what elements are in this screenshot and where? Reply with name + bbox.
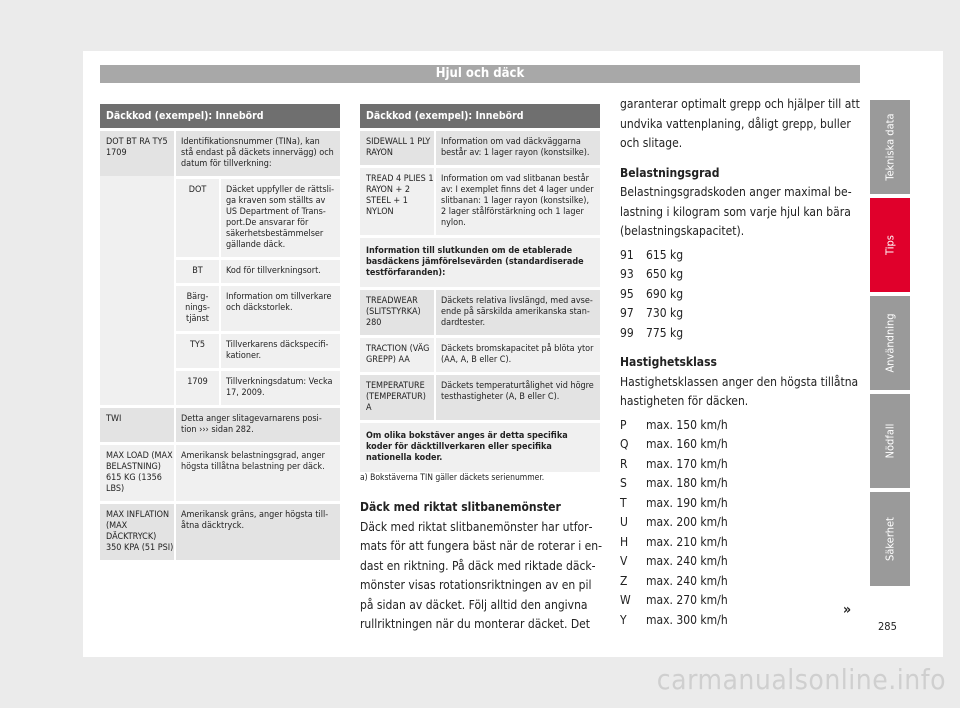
sub-value: Däcket uppfyller de rättsliga kraven som ställts av US Department of Transport.De ansvarar för säkerhetsbestämmelser gällande däck. (219, 179, 340, 257)
speed-text: Hastighetsklassen anger den högsta tillåtna hastigheten för däcken. (620, 374, 859, 408)
list-value: max. 200 km/h (646, 515, 728, 529)
list-value: max. 180 km/h (646, 476, 728, 490)
section-heading: Däck med riktat slitbanemönster (360, 500, 561, 514)
tab-label: Användning (883, 313, 897, 373)
table-row (360, 287, 600, 335)
list-value: max. 300 km/h (646, 612, 728, 627)
list-item (620, 513, 860, 533)
tab-tekniska-data[interactable] (870, 100, 910, 194)
page-header: Hjul och däck (100, 65, 860, 83)
list-item (620, 324, 860, 344)
table-cell-code: TEMPERATURE (TEMPERATUR) A (366, 381, 426, 413)
table-cell-code: TRACTION (VÄG GREPP) AA (366, 344, 430, 365)
tab-tips[interactable] (870, 198, 910, 292)
table-cell-code: TWI (106, 414, 122, 424)
table-title: Däckkod (exempel): Innebörd (100, 104, 340, 128)
right-column (620, 95, 860, 630)
table-row (360, 335, 600, 372)
sub-key: TY5 (174, 334, 219, 368)
page-number: 285 (878, 620, 897, 633)
table-row (360, 372, 600, 420)
intro-text: garanterar optimalt grepp och hjälper till att undvika vattenplaning, dåligt grepp, buller och slitage. (620, 97, 860, 150)
list-value: 690 kg (646, 286, 684, 301)
table-cell-text: Amerikansk gräns, anger högsta tillåtna däcktryck. (174, 504, 340, 560)
list-value: max. 190 km/h (646, 495, 728, 510)
list-key: Y (620, 612, 627, 627)
load-text: Belastningsgradskoden anger maximal belastning i kilogram som varje hjul kan bära (belastningskapacitet). (620, 185, 852, 238)
directional-tire-section (360, 472, 605, 635)
list-item (620, 416, 860, 436)
table-cell-text: Däckets bromskapacitet på blöta ytor (AA, A, B eller C). (434, 338, 600, 372)
tab-nodfall[interactable] (870, 394, 910, 488)
list-value: max. 150 km/h (646, 417, 728, 432)
table-row (100, 501, 340, 560)
list-value: 775 kg (646, 325, 684, 340)
tire-code-table-left (100, 104, 340, 560)
continue-arrow-icon: » (843, 602, 852, 618)
list-key: R (620, 456, 628, 471)
list-key: Q (620, 437, 629, 451)
table-cell-text: Identifikationsnummer (TINa), kan stå endast på däckets innervägg) och datum för tillverkning: (174, 131, 340, 176)
sub-value: Tillverkarens däckspecifikationer. (219, 334, 340, 368)
list-key: P (620, 417, 627, 432)
list-item (620, 285, 860, 305)
sub-value: Kod för tillverkningsort. (219, 260, 340, 283)
list-key: Z (620, 573, 628, 588)
list-value: max. 240 km/h (646, 554, 728, 568)
tab-label: Säkerhet (883, 517, 897, 561)
tab-sakerhet[interactable] (870, 492, 910, 586)
sub-key: BT (174, 260, 219, 283)
list-item (620, 552, 860, 572)
list-value: max. 160 km/h (646, 437, 728, 451)
list-item (620, 572, 860, 592)
table-row (360, 165, 600, 235)
table-cell-text: Information om vad däckväggarna består av: 1 lager rayon (konstsilke). (434, 131, 600, 165)
list-value: 615 kg (646, 247, 684, 262)
sub-value: Tillverkningsdatum: Vecka 17, 2009. (219, 371, 340, 405)
table-row (100, 128, 340, 176)
sub-value: Information om tillverkare och däckstorlek. (219, 286, 340, 331)
list-key: U (620, 515, 628, 529)
speed-list (620, 416, 860, 631)
table-cell-text: Information om vad slitbanan består av: I exemplet finns det 4 lager under slitbanan: 1 lager rayon (konstsilke), 2 lager stålförstärkning och 1 lager nylon. (434, 168, 600, 235)
table-cell-text: Amerikansk belastningsgrad, anger högsta tillåtna belastning per däck. (174, 445, 340, 501)
list-item (620, 494, 860, 514)
table-note-row: Om olika bokstäver anges är detta specifika koder för däcktillverkaren eller specifika nationella koder. (360, 420, 600, 472)
list-key: 93 (620, 267, 634, 281)
list-item (620, 246, 860, 266)
sub-key: 1709 (174, 371, 219, 405)
list-item (620, 435, 860, 455)
table-row (100, 405, 340, 442)
table-info-row: Information till slutkunden om de etablerade basdäckens jämförelsevärden (standardiserade testförfaranden): (360, 235, 600, 287)
table-cell-code: TREAD 4 PLIES 1 RAYON + 2 STEEL + 1 NYLON (366, 174, 434, 217)
footnote: a) Bokstäverna TIN gäller däckets serienummer. (360, 473, 545, 483)
table-title: Däckkod (exempel): Innebörd (360, 104, 600, 128)
table-cell-code: TREADWEAR (SLITSTYRKA) 280 (366, 296, 421, 328)
table-cell-code: DOT BT RA TY5 1709 (106, 137, 168, 158)
list-item (620, 455, 860, 475)
table-row (100, 442, 340, 501)
sub-key: DOT (174, 179, 219, 257)
section-text: Däck med riktat slitbanemönster har utformats för att fungera bäst när de roterar i endast en riktning. På däck med riktade däckmönster visas rotationsriktningen av en pil på sidan av däcket. Följ alltid den angivna rullriktningen när du monterar däcket. Det (360, 519, 603, 631)
list-key: 97 (620, 306, 634, 320)
tab-label: Tips (883, 235, 897, 255)
list-item (620, 591, 860, 611)
tab-label: Nödfall (883, 423, 897, 459)
speed-heading: Hastighetsklass (620, 355, 717, 369)
table-cell-text: Däckets temperaturtålighet vid högre testhastigheter (A, B eller C). (434, 375, 600, 420)
list-key: 95 (620, 286, 634, 301)
list-item (620, 611, 860, 631)
table-cell-code: SIDEWALL 1 PLY RAYON (366, 137, 431, 158)
list-key: V (620, 554, 628, 568)
tire-code-table-middle (360, 104, 600, 472)
list-key: W (620, 593, 631, 607)
table-cell-code: MAX INFLATION (MAX DÄCKTRYCK) 350 KPA (51 PSI) (106, 510, 174, 553)
list-item (620, 474, 860, 494)
table-row (360, 128, 600, 165)
list-item (620, 533, 860, 553)
list-value: max. 170 km/h (646, 456, 728, 471)
list-key: 99 (620, 325, 634, 340)
list-item (620, 304, 860, 324)
load-list (620, 246, 860, 344)
tab-anvandning[interactable] (870, 296, 910, 390)
list-key: S (620, 476, 627, 490)
list-value: max. 240 km/h (646, 573, 728, 588)
list-key: 91 (620, 247, 634, 262)
list-value: 650 kg (646, 267, 684, 281)
tab-label: Tekniska data (883, 113, 897, 181)
load-heading: Belastningsgrad (620, 165, 720, 180)
table-cell-text: Däckets relativa livslängd, med avseende på särskilda amerikanska standardtester. (434, 290, 600, 335)
list-key: H (620, 534, 629, 549)
table-cell-code: MAX LOAD (MAX BELASTNING) 615 KG (1356 LBS) (106, 451, 173, 494)
list-value: max. 210 km/h (646, 534, 728, 549)
table-cell-text: Detta anger slitagevarnarens position ››› sidan 282. (174, 408, 340, 442)
list-item (620, 265, 860, 285)
sub-key: Bärg-nings-tjänst (174, 286, 219, 331)
list-key: T (620, 495, 627, 510)
list-value: max. 270 km/h (646, 593, 728, 607)
watermark: carmanualsonline.info (656, 663, 946, 696)
list-value: 730 kg (646, 306, 684, 320)
